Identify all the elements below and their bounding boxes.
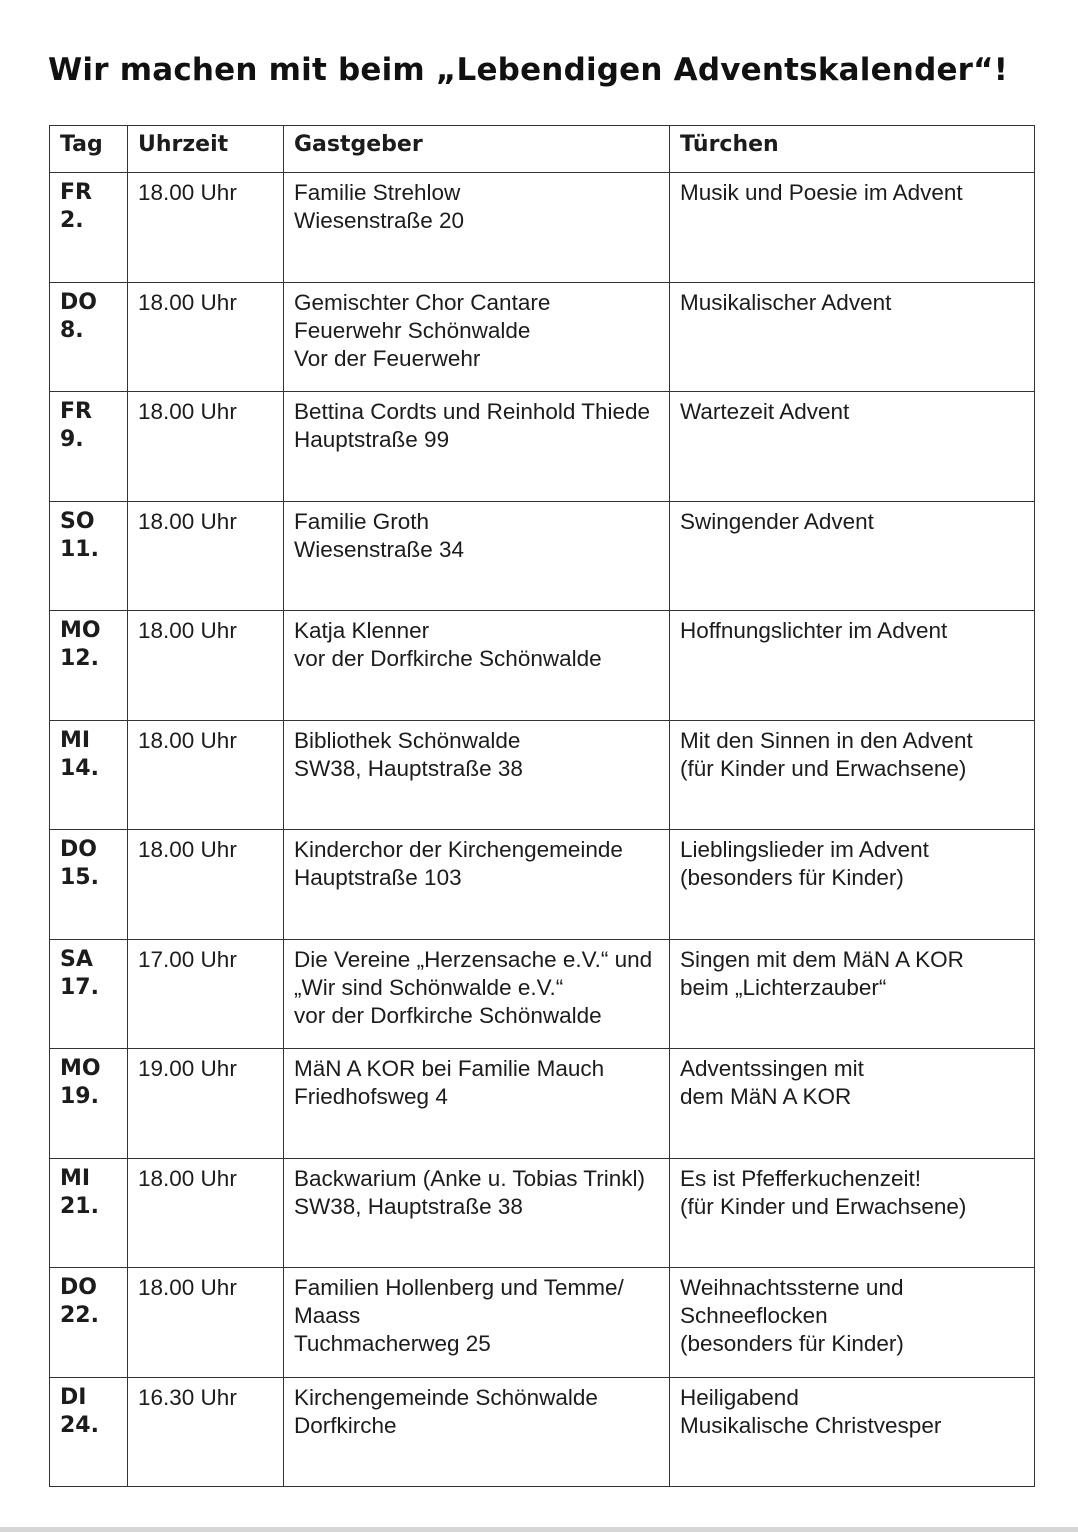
advent-calendar-table (49, 125, 1035, 1487)
time-cell: 18.00 Uhr (128, 720, 284, 830)
date-label: 15. (60, 865, 99, 890)
date-label: 8. (60, 317, 84, 343)
host-line: Familien Hollenberg und Temme/ (294, 1275, 624, 1300)
time-cell: 18.00 Uhr (128, 501, 284, 611)
host-line: SW38, Hauptstraße 38 (294, 1193, 523, 1219)
table-row (50, 392, 1035, 502)
door-line: (für Kinder und Erwachsene) (680, 1193, 967, 1219)
day-cell (50, 939, 128, 1049)
host-line: SW38, Hauptstraße 38 (294, 755, 523, 781)
host-line: MäN A KOR bei Familie Mauch (294, 1056, 605, 1081)
host-cell (284, 1268, 670, 1378)
host-line: Maass (294, 1303, 361, 1328)
day-cell (50, 830, 128, 940)
weekday-label: SA (60, 946, 93, 972)
host-line: Die Vereine „Herzensache e.V.“ und (294, 946, 653, 972)
host-line: Gemischter Chor Cantare (294, 289, 551, 315)
day-cell (50, 501, 128, 611)
door-line: (für Kinder und Erwachsene) (680, 755, 967, 781)
table-row (50, 611, 1035, 721)
weekday-label: DO (60, 1275, 97, 1300)
door-line: Hoffnungslichter im Advent (680, 618, 948, 643)
door-cell (670, 392, 1035, 502)
host-line: vor der Dorfkirche Schönwalde (294, 1002, 602, 1028)
host-line: vor der Dorfkirche Schönwalde (294, 646, 602, 671)
host-line: Vor der Feuerwehr (294, 345, 481, 371)
time-cell: 17.00 Uhr (128, 939, 284, 1049)
host-line: Bettina Cordts und Reinhold Thiede (294, 399, 651, 424)
host-cell (284, 392, 670, 502)
day-cell (50, 282, 128, 392)
table-row (50, 1377, 1035, 1487)
table-row (50, 939, 1035, 1049)
table-row (50, 501, 1035, 611)
weekday-label: DO (60, 837, 97, 862)
door-cell (670, 173, 1035, 283)
host-line: Wiesenstraße 34 (294, 536, 465, 562)
bottom-divider (0, 1527, 1078, 1532)
table-header-row (50, 126, 1035, 173)
table-body (50, 173, 1035, 1487)
date-label: 14. (60, 755, 99, 781)
weekday-label: SO (60, 508, 95, 534)
date-label: 9. (60, 427, 84, 452)
host-cell (284, 830, 670, 940)
day-cell (50, 173, 128, 283)
date-label: 22. (60, 1303, 99, 1328)
door-line: Lieblingslieder im Advent (680, 837, 929, 862)
door-line: dem MäN A KOR (680, 1084, 852, 1109)
day-cell (50, 1377, 128, 1487)
door-line: Musikalischer Advent (680, 289, 892, 315)
door-line: Mit den Sinnen in den Advent (680, 727, 973, 753)
date-label: 11. (60, 536, 99, 562)
table-row (50, 173, 1035, 283)
time-cell: 18.00 Uhr (128, 173, 284, 283)
host-line: Dorfkirche (294, 1412, 397, 1438)
time-cell: 18.00 Uhr (128, 1268, 284, 1378)
day-cell (50, 1158, 128, 1268)
column-header-host: Gastgeber (284, 126, 670, 173)
weekday-label: FR (60, 399, 92, 424)
column-header-tag: Tag (50, 126, 128, 173)
time-cell: 18.00 Uhr (128, 830, 284, 940)
host-line: Tuchmacherweg 25 (294, 1331, 491, 1356)
column-header-door: Türchen (670, 126, 1035, 173)
day-cell (50, 1268, 128, 1378)
host-line: Kirchengemeinde Schönwalde (294, 1384, 598, 1410)
table-row (50, 830, 1035, 940)
door-line: Singen mit dem MäN A KOR (680, 946, 964, 972)
door-cell (670, 939, 1035, 1049)
host-cell (284, 173, 670, 283)
day-cell (50, 1049, 128, 1159)
door-line: Schneeflocken (680, 1303, 828, 1328)
door-line: Musikalische Christvesper (680, 1412, 942, 1438)
door-line: (besonders für Kinder) (680, 1331, 904, 1356)
day-cell (50, 392, 128, 502)
door-line: Es ist Pfefferkuchenzeit! (680, 1165, 921, 1191)
weekday-label: DI (60, 1384, 87, 1410)
date-label: 21. (60, 1193, 99, 1219)
weekday-label: FR (60, 180, 92, 205)
host-line: Hauptstraße 99 (294, 427, 450, 452)
weekday-label: MO (60, 618, 101, 643)
time-cell: 18.00 Uhr (128, 611, 284, 721)
host-cell (284, 939, 670, 1049)
page-title: Wir machen mit beim „Lebendigen Adventskalender“! (48, 52, 1009, 88)
door-line: beim „Lichterzauber“ (680, 974, 887, 1000)
host-line: Katja Klenner (294, 618, 430, 643)
date-label: 12. (60, 646, 99, 671)
host-line: Friedhofsweg 4 (294, 1084, 448, 1109)
door-cell (670, 830, 1035, 940)
weekday-label: MI (60, 727, 91, 753)
door-line: Swingender Advent (680, 508, 874, 534)
column-header-time: Uhrzeit (128, 126, 284, 173)
door-cell (670, 1049, 1035, 1159)
time-cell: 18.00 Uhr (128, 1158, 284, 1268)
host-line: Kinderchor der Kirchengemeinde (294, 837, 623, 862)
day-cell (50, 611, 128, 721)
host-cell (284, 282, 670, 392)
time-cell: 18.00 Uhr (128, 392, 284, 502)
door-cell (670, 282, 1035, 392)
date-label: 19. (60, 1084, 99, 1109)
host-cell (284, 501, 670, 611)
host-line: Wiesenstraße 20 (294, 208, 465, 233)
host-cell (284, 1158, 670, 1268)
door-line: Weihnachtssterne und (680, 1275, 904, 1300)
host-cell (284, 1049, 670, 1159)
weekday-label: MI (60, 1165, 91, 1191)
table-row (50, 1268, 1035, 1378)
host-line: Bibliothek Schönwalde (294, 727, 521, 753)
host-cell (284, 611, 670, 721)
date-label: 17. (60, 974, 99, 1000)
door-cell (670, 1377, 1035, 1487)
table-row (50, 282, 1035, 392)
date-label: 24. (60, 1412, 99, 1438)
host-cell (284, 1377, 670, 1487)
day-cell (50, 720, 128, 830)
host-line: Familie Strehlow (294, 180, 461, 205)
door-line: Wartezeit Advent (680, 399, 850, 424)
date-label: 2. (60, 208, 84, 233)
door-cell (670, 501, 1035, 611)
door-cell (670, 1158, 1035, 1268)
door-line: Heiligabend (680, 1384, 799, 1410)
table-row (50, 1158, 1035, 1268)
door-cell (670, 611, 1035, 721)
host-line: Hauptstraße 103 (294, 865, 462, 890)
host-line: Backwarium (Anke u. Tobias Trinkl) (294, 1165, 645, 1191)
weekday-label: MO (60, 1056, 101, 1081)
time-cell: 19.00 Uhr (128, 1049, 284, 1159)
table-row (50, 720, 1035, 830)
host-cell (284, 720, 670, 830)
door-line: (besonders für Kinder) (680, 865, 904, 890)
time-cell: 18.00 Uhr (128, 282, 284, 392)
door-cell (670, 1268, 1035, 1378)
time-cell: 16.30 Uhr (128, 1377, 284, 1487)
table-row (50, 1049, 1035, 1159)
door-line: Adventssingen mit (680, 1056, 864, 1081)
host-line: „Wir sind Schönwalde e.V.“ (294, 974, 564, 1000)
host-line: Familie Groth (294, 508, 430, 534)
door-line: Musik und Poesie im Advent (680, 180, 963, 205)
host-line: Feuerwehr Schönwalde (294, 317, 531, 343)
weekday-label: DO (60, 289, 97, 315)
door-cell (670, 720, 1035, 830)
